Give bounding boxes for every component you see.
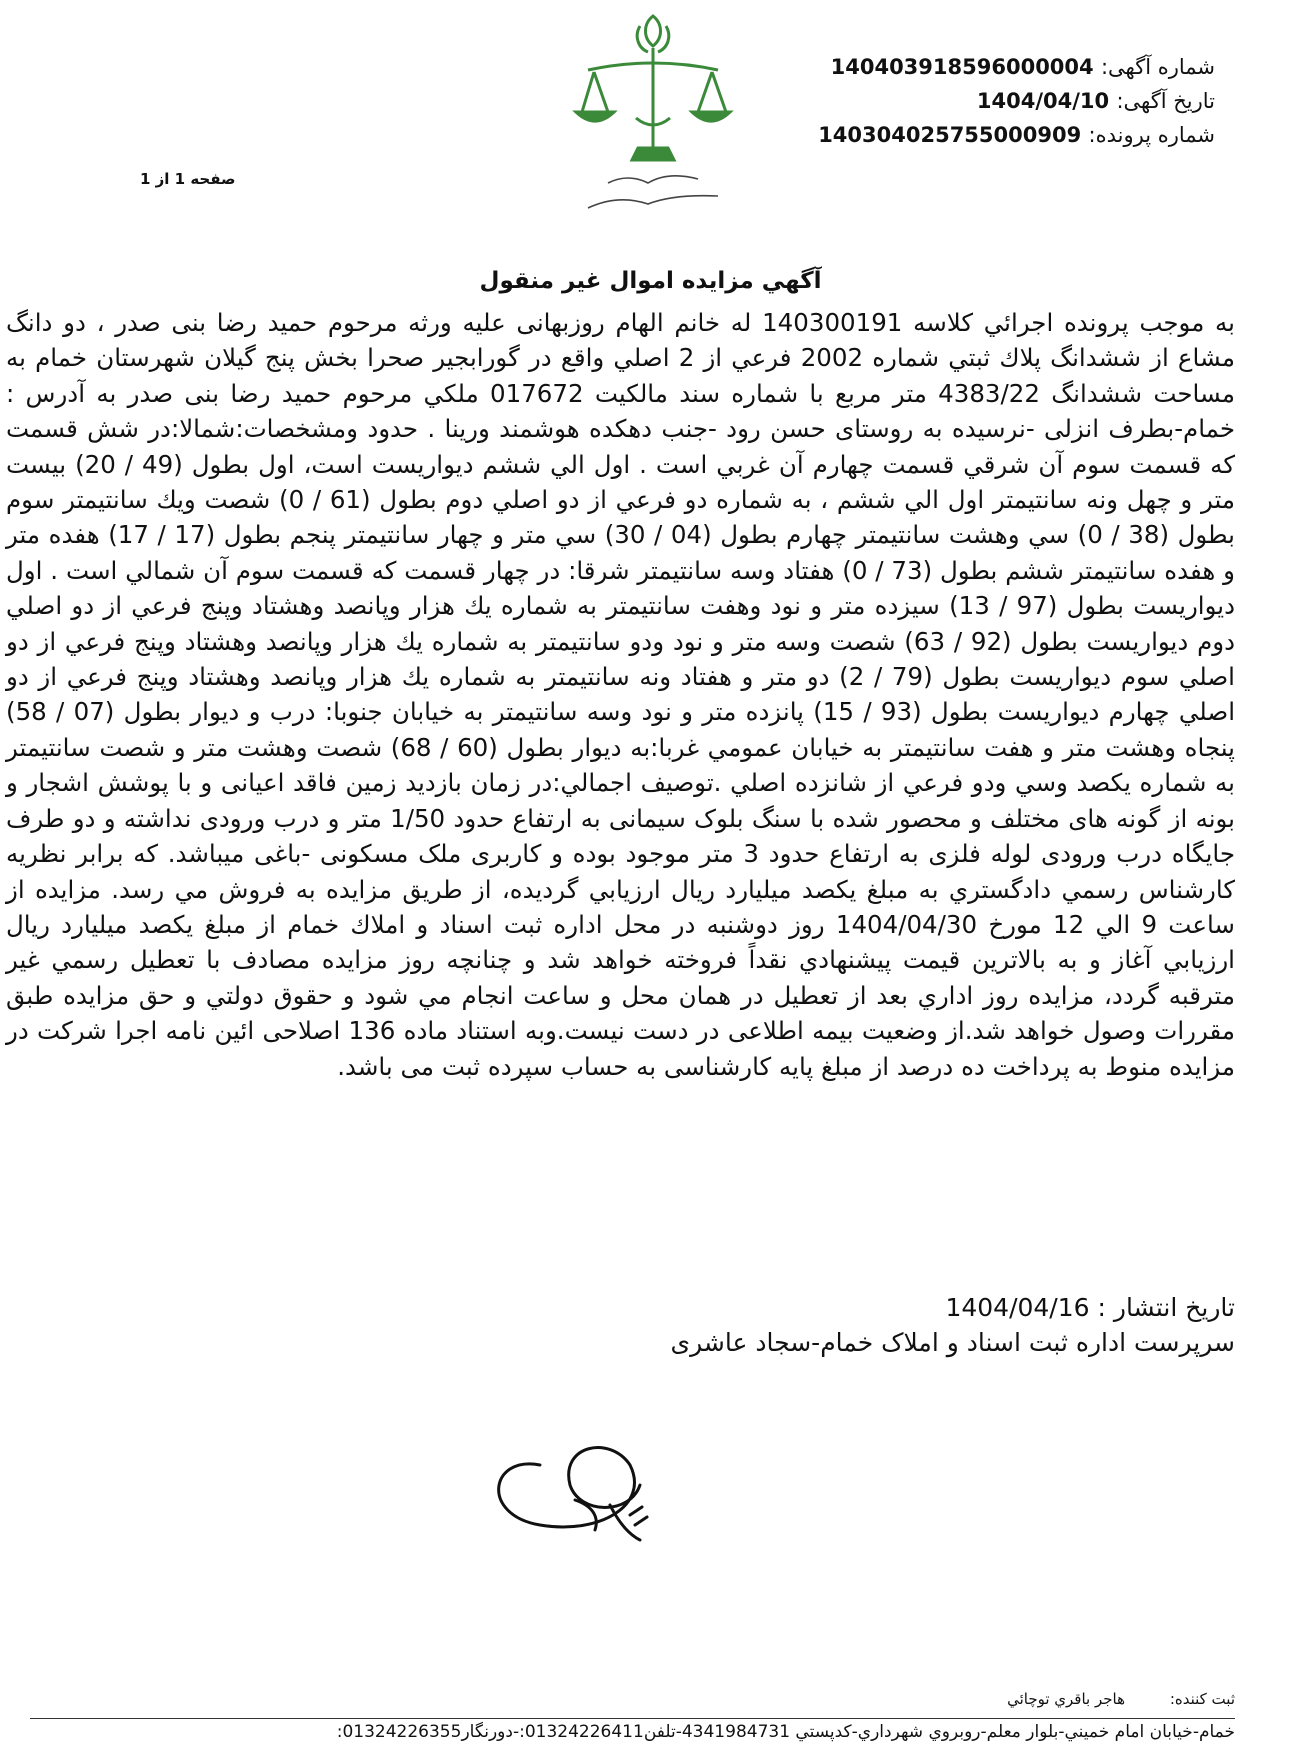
registrar-name: هاجر باقري توچائي bbox=[1007, 1690, 1126, 1708]
notice-date: 1404/04/10 bbox=[976, 89, 1110, 113]
handwritten-signature bbox=[480, 1405, 680, 1560]
case-number-label: شماره پرونده: bbox=[1088, 123, 1215, 147]
footer-divider bbox=[30, 1718, 1235, 1719]
publication-date-value: 1404/04/16 bbox=[945, 1293, 1090, 1322]
notice-date-row bbox=[795, 84, 1215, 118]
signer-line: سرپرست اداره ثبت اسناد و املاک خمام-سجاد عاشری bbox=[670, 1328, 1235, 1357]
notice-number: 14040391859600000‌4 bbox=[830, 55, 1094, 79]
publication-date bbox=[945, 1293, 1235, 1322]
case-number: 14030402575500090‌9 bbox=[818, 123, 1082, 147]
page-title: آگهي مزايده اموال غير منقول bbox=[479, 268, 822, 294]
case-number-row bbox=[795, 118, 1215, 152]
office-address: خمام-خيابان امام خميني-بلوار معلم-روبروي شهرداري-كدپستي 4341984731-تلفن01324226411:-دورنگار01324226355: bbox=[336, 1722, 1235, 1742]
signature-icon bbox=[480, 1405, 680, 1560]
judiciary-emblem-logo bbox=[568, 8, 738, 220]
notice-meta bbox=[795, 50, 1215, 152]
notice-number-row bbox=[795, 50, 1215, 84]
registrar-label: ثبت کننده: bbox=[1169, 1690, 1235, 1708]
notice-date-label: تاریخ آگهی: bbox=[1116, 89, 1215, 113]
notice-body: به موجب پرونده اجرائي كلاسه 140300191 له خانم الهام روزبهانی علیه ورثه مرحوم حمید رضا بنی صدر ، دو دانگ مشاع از ششدانگ پلاك ثبتي شماره 2002 فرعي از 2 اصلي واقع در گورابجیر صحرا بخش پنج گیلان شهرستان خمام به مساحت ششدانگ 4383/22 متر مربع با شماره سند مالکیت 017672 ملكي مرحوم حمید رضا بنی صدر به آدرس : خمام-بطرف انزلی -نرسیده به روستای حسن رود -جنب دهکده هوشمند ورینا . حدود ومشخصات:شمالا:در شش قسمت كه قسمت سوم آن شرقي قسمت چهارم آن غربي است . اول الي ششم ديواريست است، اول بطول (49 / 20) بيست متر و چهل ونه سانتيمتر اول الي ششم ، به شماره دو فرعي از دو اصلي دوم بطول (61 / 0) شصت ويك سانتيمتر سوم بطول (38 / 0) سي وهشت سانتيمتر چهارم بطول (04 / 30) سي متر و چهار سانتيمتر پنجم بطول (17 / 17) هفده متر و هفده سانتيمتر ششم بطول (73 / 0) هفتاد وسه سانتيمتر شرقا: در چهار قسمت كه قسمت سوم آن شمالي است . اول ديواريست بطول (97 / 13) سيزده متر و نود وهفت سانتيمتر به شماره يك هزار وپانصد وهشتاد وپنج فرعي از دو اصلي دوم ديواريست بطول (92 / 63) شصت وسه متر و نود ودو سانتيمتر به شماره يك هزار وپانصد وهشتاد وپنج فرعي از دو اصلي سوم ديواريست بطول (79 / 2) دو متر و هفتاد ونه سانتيمتر به شماره يك هزار وپانصد وهشتاد وپنج فرعي از دو اصلي چهارم ديواريست بطول (93 / 15) پانزده متر و نود وسه سانتيمتر به خيابان جنوبا: درب و ديوار بطول (07 / 58) پنجاه وهشت متر و هفت سانتيمتر به خيابان عمومي غربا:به ديوار بطول (60 / 68) شصت وهشت متر و شصت سانتيمتر به شماره يكصد وسي ودو فرعي از شانزده اصلي .توصيف اجمالي:در زمان بازدید زمین فاقد اعیانی و با پوشش اشجار و بونه از گونه های مختلف و محصور شده با سنگ بلوک سیمانی به ارتفاع حدود 1/50 متر و درب ورودی نداشته و دو طرف جایگاه درب ورودی لوله فلزی به ارتفاع حدود 3 متر موجود بوده و کاربری ملک مسکونی -باغی میباشد. كه برابر نظريه كارشناس رسمي دادگستري به مبلغ یکصد میلیارد ريال ارزيابي گرديده، از طريق مزايده به فروش مي رسد. مزايده از ساعت 9 الي 12 مورخ 1404/04/30 روز دوشنبه در محل اداره ثبت اسناد و املاك خمام از مبلغ یکصد میلیارد ريال ارزيابي آغاز و به بالاترين قيمت پيشنهادي نقداً فروخته خواهد شد و چنانچه روز مزايده مصادف با تعطيل رسمي غير مترقبه گردد، مزايده روز اداري بعد از تعطيل در همان محل و ساعت انجام مي شود و حقوق دولتي و حق مزايده طبق مقررات وصول خواهد شد.از وضعیت بیمه اطلاعی در دست نیست.وبه استناد ماده 136 اصلاحی ائین نامه اجرا شرکت در مزایده منوط به پرداخت ده درصد از مبلغ پایه کارشناسی به حساب سپرده ثبت می باشد. bbox=[6, 308, 1236, 1081]
publication-date-label: تاریخ انتشار : bbox=[1097, 1293, 1235, 1322]
registrar bbox=[1007, 1690, 1235, 1708]
scales-of-justice-icon bbox=[568, 8, 738, 220]
notice-number-label: شماره آگهی: bbox=[1100, 55, 1215, 79]
page-indicator: صفحه 1 از 1 bbox=[140, 170, 236, 188]
